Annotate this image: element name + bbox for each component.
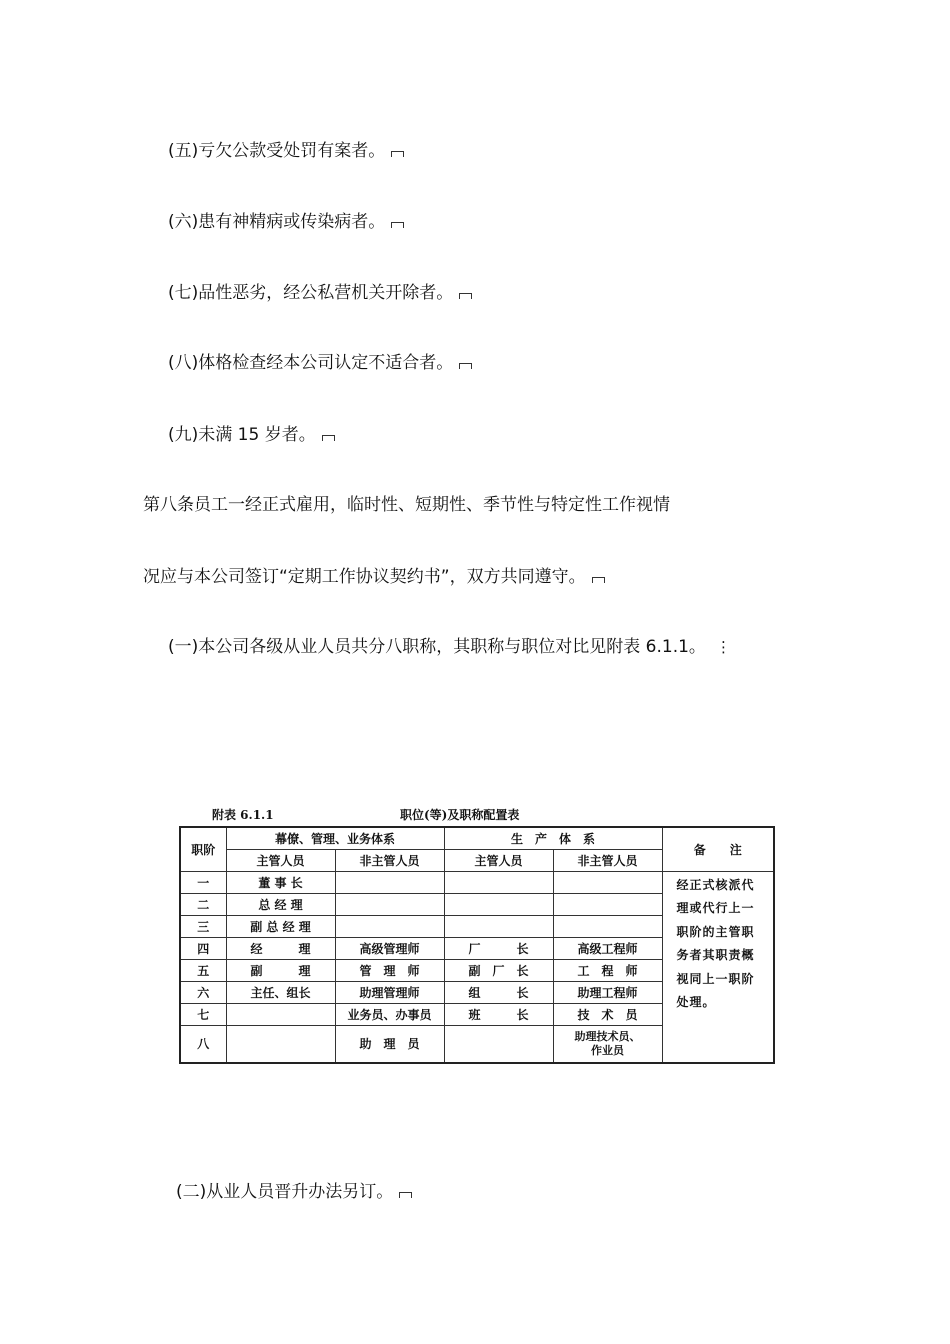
- rank-cell: 四: [180, 937, 226, 959]
- header-group-admin: 幕僚、管理、业务体系: [226, 827, 444, 850]
- article-8-text-2: 况应与本公司签订“定期工作协议契约书”，双方共同遵守。: [143, 567, 586, 587]
- prod-supervisor-cell: 副 厂 长: [444, 959, 553, 981]
- sub-item-1: [168, 636, 731, 658]
- table-row: [180, 871, 774, 893]
- rank-cell: 六: [180, 981, 226, 1003]
- remark-cell: 经正式核派代理或代行上一职阶的主管职务者其职责概视同上一职阶处理。: [662, 871, 774, 1063]
- admin-nonsupervisor-cell: 助 理 员: [335, 1025, 444, 1063]
- prod-nonsupervisor-cell: 技 术 员: [553, 1003, 662, 1025]
- rank-cell: 五: [180, 959, 226, 981]
- admin-supervisor-cell: 主任、组长: [226, 981, 335, 1003]
- header-rank: 职阶: [180, 827, 226, 871]
- prod-nonsupervisor-cell: 工 程 师: [553, 959, 662, 981]
- table-header-row: [180, 827, 774, 850]
- prod-supervisor-cell: 厂 长: [444, 937, 553, 959]
- paragraph-mark-icon: [592, 577, 605, 583]
- subheader-admin-nonsupervisor: 非主管人员: [335, 850, 444, 872]
- admin-supervisor-cell: 副 总 经 理: [226, 915, 335, 937]
- sub-item-2-text: (二)从业人员晋升办法另订。: [176, 1182, 394, 1202]
- prod-supervisor-cell: [444, 893, 553, 915]
- admin-nonsupervisor-cell: 管 理 师: [335, 959, 444, 981]
- article-8-text-1: 第八条员工一经正式雇用，临时性、短期性、季节性与特定性工作视情: [143, 495, 670, 515]
- paragraph-mark-icon: [459, 293, 472, 299]
- prod-nonsupervisor-cell: 高级工程师: [553, 937, 662, 959]
- position-title-table: [179, 826, 775, 1064]
- admin-supervisor-cell: 总 经 理: [226, 893, 335, 915]
- rank-cell: 八: [180, 1025, 226, 1063]
- sub-item-1-text: (一)本公司各级从业人员共分八职称，其职称与职位对比见附表 6.1.1。: [168, 637, 706, 657]
- item-9-text: (九)未满 15 岁者。: [168, 425, 316, 445]
- paragraph-item-6: [168, 211, 404, 233]
- item-8-text: (八)体格检查经本公司认定不适合者。: [168, 353, 454, 373]
- admin-nonsupervisor-cell: 助理管理师: [335, 981, 444, 1003]
- paragraph-mark-icon: [322, 435, 335, 441]
- prod-nonsupervisor-cell: 助理工程师: [553, 981, 662, 1003]
- admin-nonsupervisor-cell: 高级管理师: [335, 937, 444, 959]
- paragraph-mark-icon: [391, 151, 404, 157]
- rank-cell: 二: [180, 893, 226, 915]
- ellipsis-mark-icon: ⋮: [715, 638, 731, 656]
- admin-nonsupervisor-cell: 业务员、办事员: [335, 1003, 444, 1025]
- admin-supervisor-cell: 经 理: [226, 937, 335, 959]
- subheader-admin-supervisor: 主管人员: [226, 850, 335, 872]
- rank-cell: 一: [180, 871, 226, 893]
- paragraph-mark-icon: [399, 1192, 412, 1198]
- paragraph-mark-icon: [391, 222, 404, 228]
- admin-nonsupervisor-cell: [335, 915, 444, 937]
- item-5-text: (五)亏欠公款受处罚有案者。: [168, 141, 386, 161]
- prod-supervisor-cell: [444, 915, 553, 937]
- admin-supervisor-cell: [226, 1003, 335, 1025]
- admin-nonsupervisor-cell: [335, 871, 444, 893]
- sub-item-2: [176, 1181, 412, 1203]
- paragraph-item-5: [168, 140, 404, 162]
- rank-cell: 三: [180, 915, 226, 937]
- table-number: 附表 6.1.1: [212, 808, 274, 822]
- prod-supervisor-cell: 组 长: [444, 981, 553, 1003]
- prod-supervisor-cell: [444, 1025, 553, 1063]
- paragraph-item-8: [168, 352, 472, 374]
- rank-cell: 七: [180, 1003, 226, 1025]
- admin-supervisor-cell: 副 理: [226, 959, 335, 981]
- admin-nonsupervisor-cell: [335, 893, 444, 915]
- prod-supervisor-cell: [444, 871, 553, 893]
- article-8-line-1: [143, 494, 670, 516]
- paragraph-mark-icon: [459, 363, 472, 369]
- paragraph-item-9: [168, 424, 335, 446]
- header-remark: 备 注: [662, 827, 774, 871]
- item-7-text: (七)品性恶劣，经公私营机关开除者。: [168, 283, 454, 303]
- admin-supervisor-cell: [226, 1025, 335, 1063]
- subheader-prod-nonsupervisor: 非主管人员: [553, 850, 662, 872]
- header-group-production: 生 产 体 系: [444, 827, 662, 850]
- prod-nonsupervisor-cell: [553, 1025, 662, 1063]
- subheader-prod-supervisor: 主管人员: [444, 850, 553, 872]
- prod-supervisor-cell: 班 长: [444, 1003, 553, 1025]
- prod-nonsupervisor-line-2: 作业员: [591, 1043, 625, 1057]
- article-8-line-2: [143, 566, 605, 588]
- prod-nonsupervisor-cell: [553, 871, 662, 893]
- paragraph-item-7: [168, 282, 472, 304]
- prod-nonsupervisor-cell: [553, 893, 662, 915]
- prod-nonsupervisor-line-1: 助理技术员、: [574, 1029, 641, 1043]
- item-6-text: (六)患有神精病或传染病者。: [168, 212, 386, 232]
- admin-supervisor-cell: 董 事 长: [226, 871, 335, 893]
- table-title: 职位(等)及职称配置表: [400, 808, 520, 822]
- prod-nonsupervisor-cell: [553, 915, 662, 937]
